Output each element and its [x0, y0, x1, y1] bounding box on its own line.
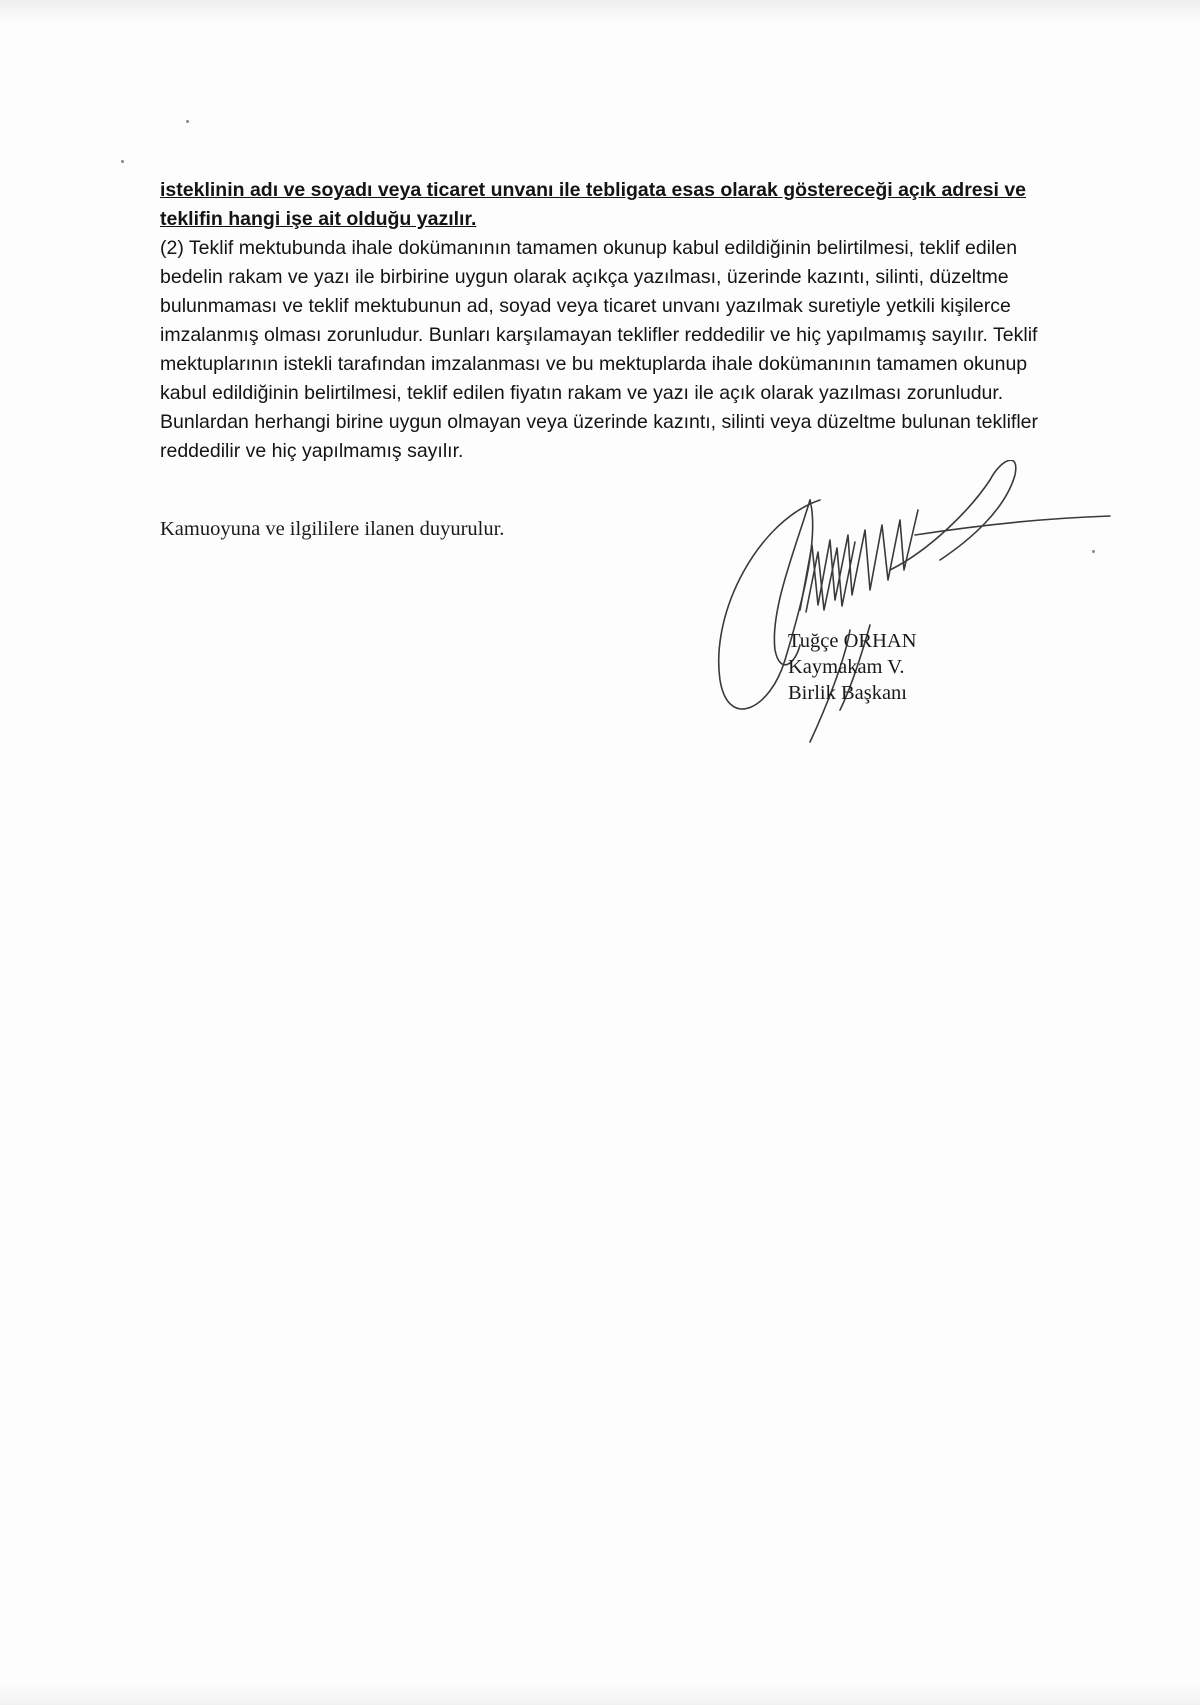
scan-speck	[186, 120, 189, 123]
bid-letter-requirements-paragraph: (2) Teklif mektubunda ihale dokümanının tamamen okunup kabul edildiğinin belirtilmesi, teklif edilen bedelin rakam ve yazı ile birbirine uygun olarak açıkça yazılması, üzerinde kazıntı, silinti, düzeltme bulunmaması ve teklif mektubunun ad, soyad veya ticaret unvanı yazılmak suretiyle yetkili kişilerce imzalanmış olması zorunludur. Bunları karşılamayan teklifler reddedilir ve hiç yapılmamış sayılır. Teklif mektuplarının istekli tarafından imzalanması ve bu mektuplarda ihale dokümanının tamamen okunup kabul edildiğinin belirtilmesi, teklif edilen fiyatın rakam ve yazı ile açık olarak yazılması zorunludur. Bunlardan herhangi birine uygun olmayan veya üzerinde kazıntı, silinti veya düzeltme bulunan teklifler reddedilir ve hiç yapılmamış sayılır.	[160, 237, 1039, 462]
signer-block	[788, 628, 1048, 706]
bidder-info-clause: isteklinin adı ve soyadı veya ticaret unvanı ile tebligata esas olarak göstereceği açık adresi ve teklifin hangi işe ait olduğu yazılır.	[160, 179, 1027, 230]
signer-name: Tuğçe ORHAN	[788, 630, 917, 652]
scan-edge-bottom	[0, 1683, 1200, 1705]
announcement-body	[160, 176, 1060, 466]
signer-role: Birlik Başkanı	[788, 682, 908, 704]
handwritten-signature	[700, 460, 1120, 760]
signer-title: Kaymakam V.	[788, 656, 905, 678]
scan-speck	[121, 160, 124, 163]
closing-statement: Kamuoyuna ve ilgililere ilanen duyurulur.	[160, 518, 505, 540]
scan-edge-top	[0, 0, 1200, 22]
